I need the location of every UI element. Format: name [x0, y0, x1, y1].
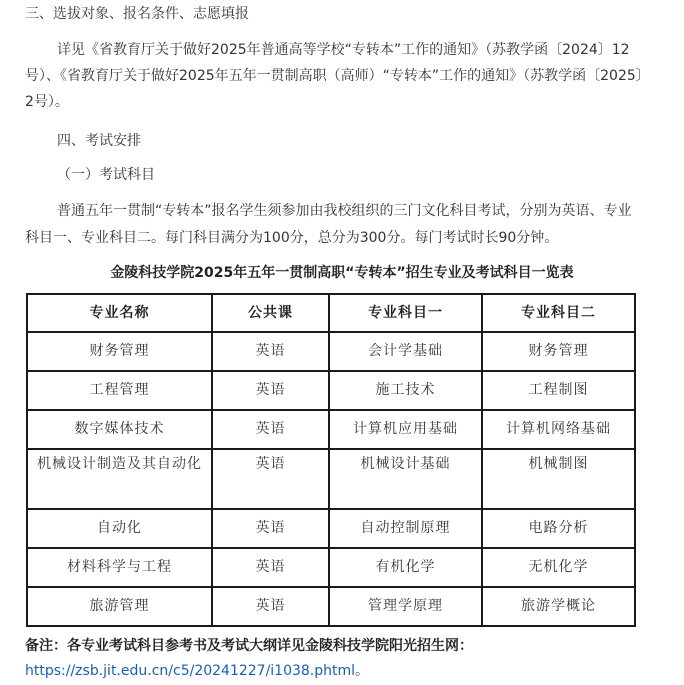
cell-subject-two: 机械制图: [482, 449, 635, 509]
table-row: [27, 509, 635, 548]
paragraph-1-line-3: 2号）。: [25, 94, 69, 110]
cell-subject-two: 旅游学概论: [482, 587, 635, 626]
section-heading-selection: 三、选拔对象、报名条件、志愿填报: [25, 6, 249, 22]
cell-subject-two: 工程制图: [482, 371, 635, 410]
cell-subject-one: 计算机应用基础: [329, 410, 482, 449]
cell-subject-two: 财务管理: [482, 332, 635, 371]
subsection-heading-subjects: （一）考试科目: [57, 167, 155, 183]
cell-public-course: 英语: [212, 548, 329, 587]
table-row: [27, 449, 635, 509]
header-major: 专业名称: [27, 294, 212, 332]
cell-major: 工程管理: [27, 371, 212, 410]
cell-subject-one: 机械设计基础: [329, 449, 482, 509]
header-public-course: 公共课: [212, 294, 329, 332]
table-header-row: [27, 294, 635, 332]
table-row: [27, 410, 635, 449]
cell-public-course: 英语: [212, 449, 329, 509]
note: [25, 636, 473, 656]
paragraph-1-line-2: 号）、《省教育厅关于做好2025年五年一贯制高职（高师）“专转本”工作的通知》（苏教学函〔2025〕: [25, 68, 650, 84]
cell-public-course: 英语: [212, 332, 329, 371]
cell-subject-two: 无机化学: [482, 548, 635, 587]
cell-subject-one: 有机化学: [329, 548, 482, 587]
paragraph-2-line-2: 科目一、专业科目二。每门科目满分为100分，总分为300分。每门考试时长90分钟。: [25, 230, 559, 246]
table-row: [27, 332, 635, 371]
admissions-link[interactable]: https://zsb.jit.edu.cn/c5/20241227/i1038.phtml: [25, 663, 356, 679]
cell-public-course: 英语: [212, 509, 329, 548]
table-row: [27, 587, 635, 626]
cell-public-course: 英语: [212, 587, 329, 626]
section-heading-exam: 四、考试安排: [57, 133, 141, 149]
note-label: 备注：: [25, 638, 67, 654]
paragraph-2-line-1: 普通五年一贯制“专转本”报名学生须参加由我校组织的三门文化科目考试，分别为英语、专业: [57, 203, 632, 219]
cell-public-course: 英语: [212, 410, 329, 449]
cell-public-course: 英语: [212, 371, 329, 410]
cell-major: 自动化: [27, 509, 212, 548]
header-subject-one: 专业科目一: [329, 294, 482, 332]
note-suffix: 。: [355, 663, 370, 679]
cell-major: 旅游管理: [27, 587, 212, 626]
table-row: [27, 548, 635, 587]
cell-subject-one: 会计学基础: [329, 332, 482, 371]
note-link-line: [25, 661, 369, 681]
cell-subject-one: 管理学原理: [329, 587, 482, 626]
note-text: 各专业考试科目参考书及考试大纲详见金陵科技学院阳光招生网：: [67, 638, 473, 654]
cell-subject-two: 计算机网络基础: [482, 410, 635, 449]
cell-subject-one: 施工技术: [329, 371, 482, 410]
cell-major: 数字媒体技术: [27, 410, 212, 449]
header-subject-two: 专业科目二: [482, 294, 635, 332]
table-title: 金陵科技学院2025年五年一贯制高职“专转本”招生专业及考试科目一览表: [110, 265, 574, 281]
subjects-table: [26, 293, 636, 627]
cell-major: 机械设计制造及其自动化: [27, 449, 212, 509]
paragraph-1-line-1: 详见《省教育厅关于做好2025年普通高等学校“专转本”工作的通知》（苏教学函〔2024〕12: [57, 42, 630, 58]
table-row: [27, 371, 635, 410]
cell-major: 财务管理: [27, 332, 212, 371]
cell-major: 材料科学与工程: [27, 548, 212, 587]
cell-subject-one: 自动控制原理: [329, 509, 482, 548]
cell-subject-two: 电路分析: [482, 509, 635, 548]
